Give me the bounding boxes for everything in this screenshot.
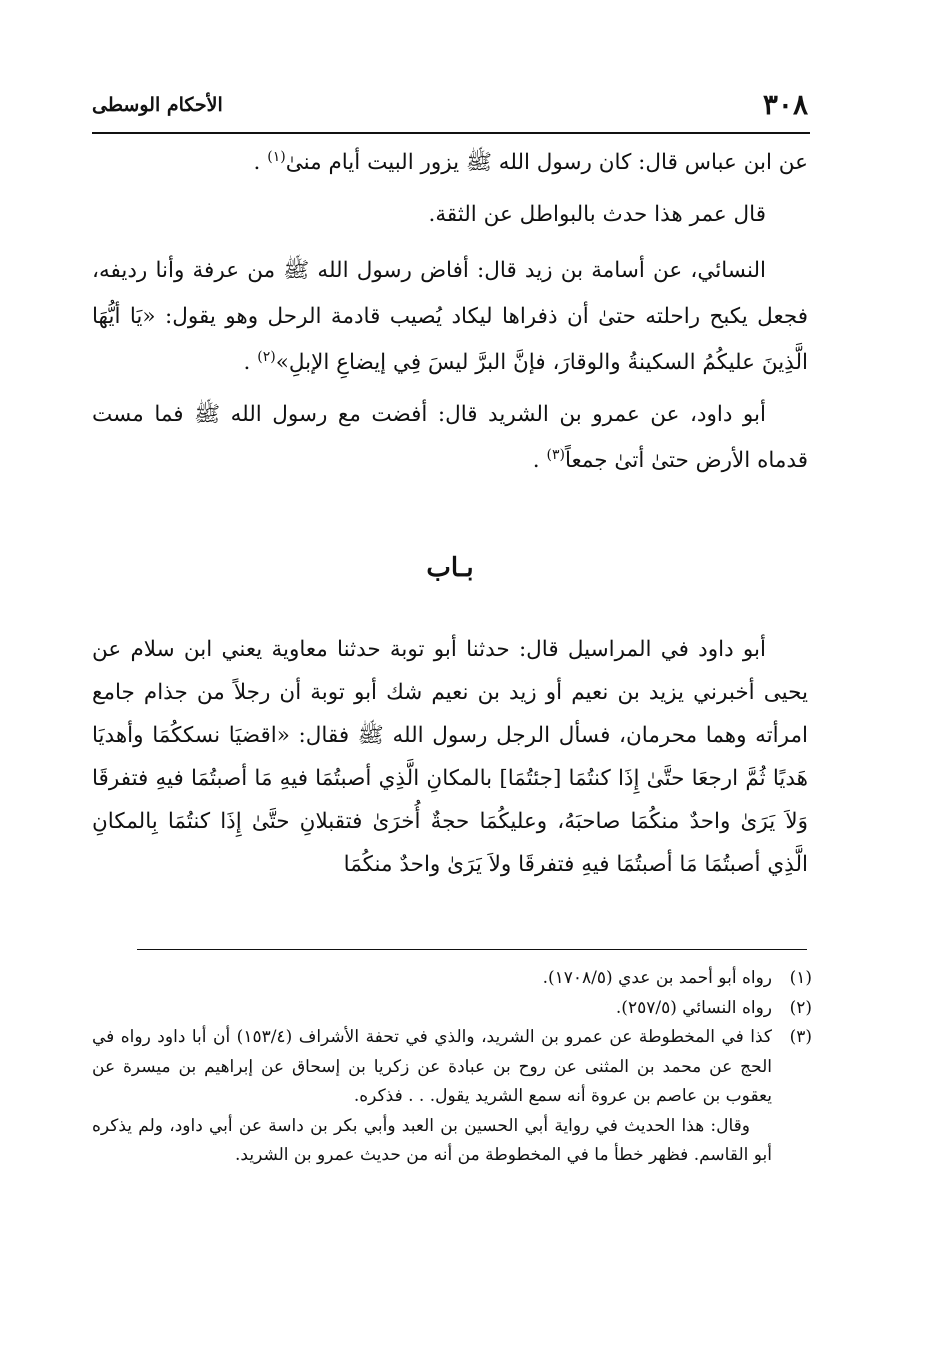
paragraph-marasil: أبو داود في المراسيل قال: حدثنا أبو توبة حدثنا معاوية يعني ابن سلام عن يحيى أخبرني يزيد بن نعيم أو زيد بن نعيم شك أبو توبة أن رجلاً من جذام جامع امرأته وهما محرمان، فسأل الرجل رسول الله ﷺ فقال: «اقضيَا نسككُمَا وأهديَا هَديًا ثُمَّ ارجعَا حتَّىٰ إِذَا كنتُمَا [جئتُمَا] بالمكانِ الَّذِي أصبتُمَا فيهِ مَا أصبتُمَا فيهِ فتفرقَا وَلاَ يَرَىٰ واحدٌ منكُمَا صاحبَهُ، وعليكُمَا حجةٌ أُخرَىٰ فتقبلانِ حتَّىٰ إِذَا كنتُمَا بِالمكانِ الَّذِي أصبتُمَا مَا أصبتُمَا فيهِ فتفرقَا ولاَ يَرَىٰ واحدٌ منكُمَا <box>92 637 808 877</box>
footnote-2 <box>92 994 812 1024</box>
paragraph-ibn-abbas: عن ابن عباس قال: كان رسول الله ﷺ يزور البيت أيام منىٰ$^{(١)}$ . <box>253 148 808 175</box>
header-divider <box>92 132 810 134</box>
paragraph-abu-dawud-amr: أبو داود، عن عمرو بن الشريد قال: أفضت مع رسول الله ﷺ فما مست قدماه الأرض حتىٰ أتىٰ جمعاً$^{(٣)}$ . <box>92 402 808 473</box>
footnote-1 <box>92 964 812 994</box>
paragraph-umar-comment: قال عمر هذا حدث بالبواطل عن الثقة. <box>428 202 766 227</box>
running-title: الأحكام الوسطى <box>92 94 223 116</box>
section-heading-bab: بـاب <box>426 553 474 583</box>
footnote-ref-2[interactable]: (٢) <box>257 348 276 365</box>
footnote-text: رواه النسائي (٢٥٧/٥). <box>615 997 772 1018</box>
main-text <box>92 140 808 886</box>
footnote-text: كذا في المخطوطة عن عمرو بن الشريد، والذي في تحفة الأشراف (١٥٣/٤) أن أبا داود رواه في الحج عن محمد بن المثنى عن روح بن عبادة عن زكريا بن إسحاق عن إبراهيم بن ميسرة عن يعقوب بن عاصم بن عروة أنه سمع الشريد يقول. . . فذكره. <box>92 1027 772 1106</box>
footnote-text: رواه أبو أحمد بن عدي (١٧٠٨/٥). <box>542 968 772 988</box>
footnote-3 <box>92 1023 812 1112</box>
paragraph-nasai-usama: النسائي، عن أسامة بن زيد قال: أفاض رسول الله ﷺ من عرفة وأنا رديفه، فجعل يكبح راحلته حتىٰ أن ذفراها ليكاد يُصيب قادمة الرحل وهو يقول: «يَا أيُّهَا الَّذِينَ عليكُمُ السكينةُ والوقارَ، فإنَّ البرَّ ليسَ فِي إيضاعِ الإبلِ»$^{(٢)}$ . <box>92 258 808 375</box>
footnote-number: (٢) <box>789 997 812 1018</box>
running-header <box>92 86 808 130</box>
bab-section <box>92 628 808 886</box>
footnote-number: (٣) <box>789 1027 812 1047</box>
footnote-ref-3[interactable]: (٣) <box>546 446 565 463</box>
footnote-3-continuation: وقال: هذا الحديث في رواية أبي الحسين بن العبد وأبي بكر بن داسة عن أبي داود، ولم يذكره أبو القاسم. فظهر خطأ ما في المخطوطة من أنه من حديث عمرو بن الشريد. <box>92 1115 772 1165</box>
page-number: ٣٠٨ <box>762 88 808 121</box>
footnote-ref-1[interactable]: (١) <box>267 148 286 165</box>
footnotes <box>92 964 812 1171</box>
footnote-number: (١) <box>789 968 812 988</box>
footnote-divider <box>137 949 807 950</box>
